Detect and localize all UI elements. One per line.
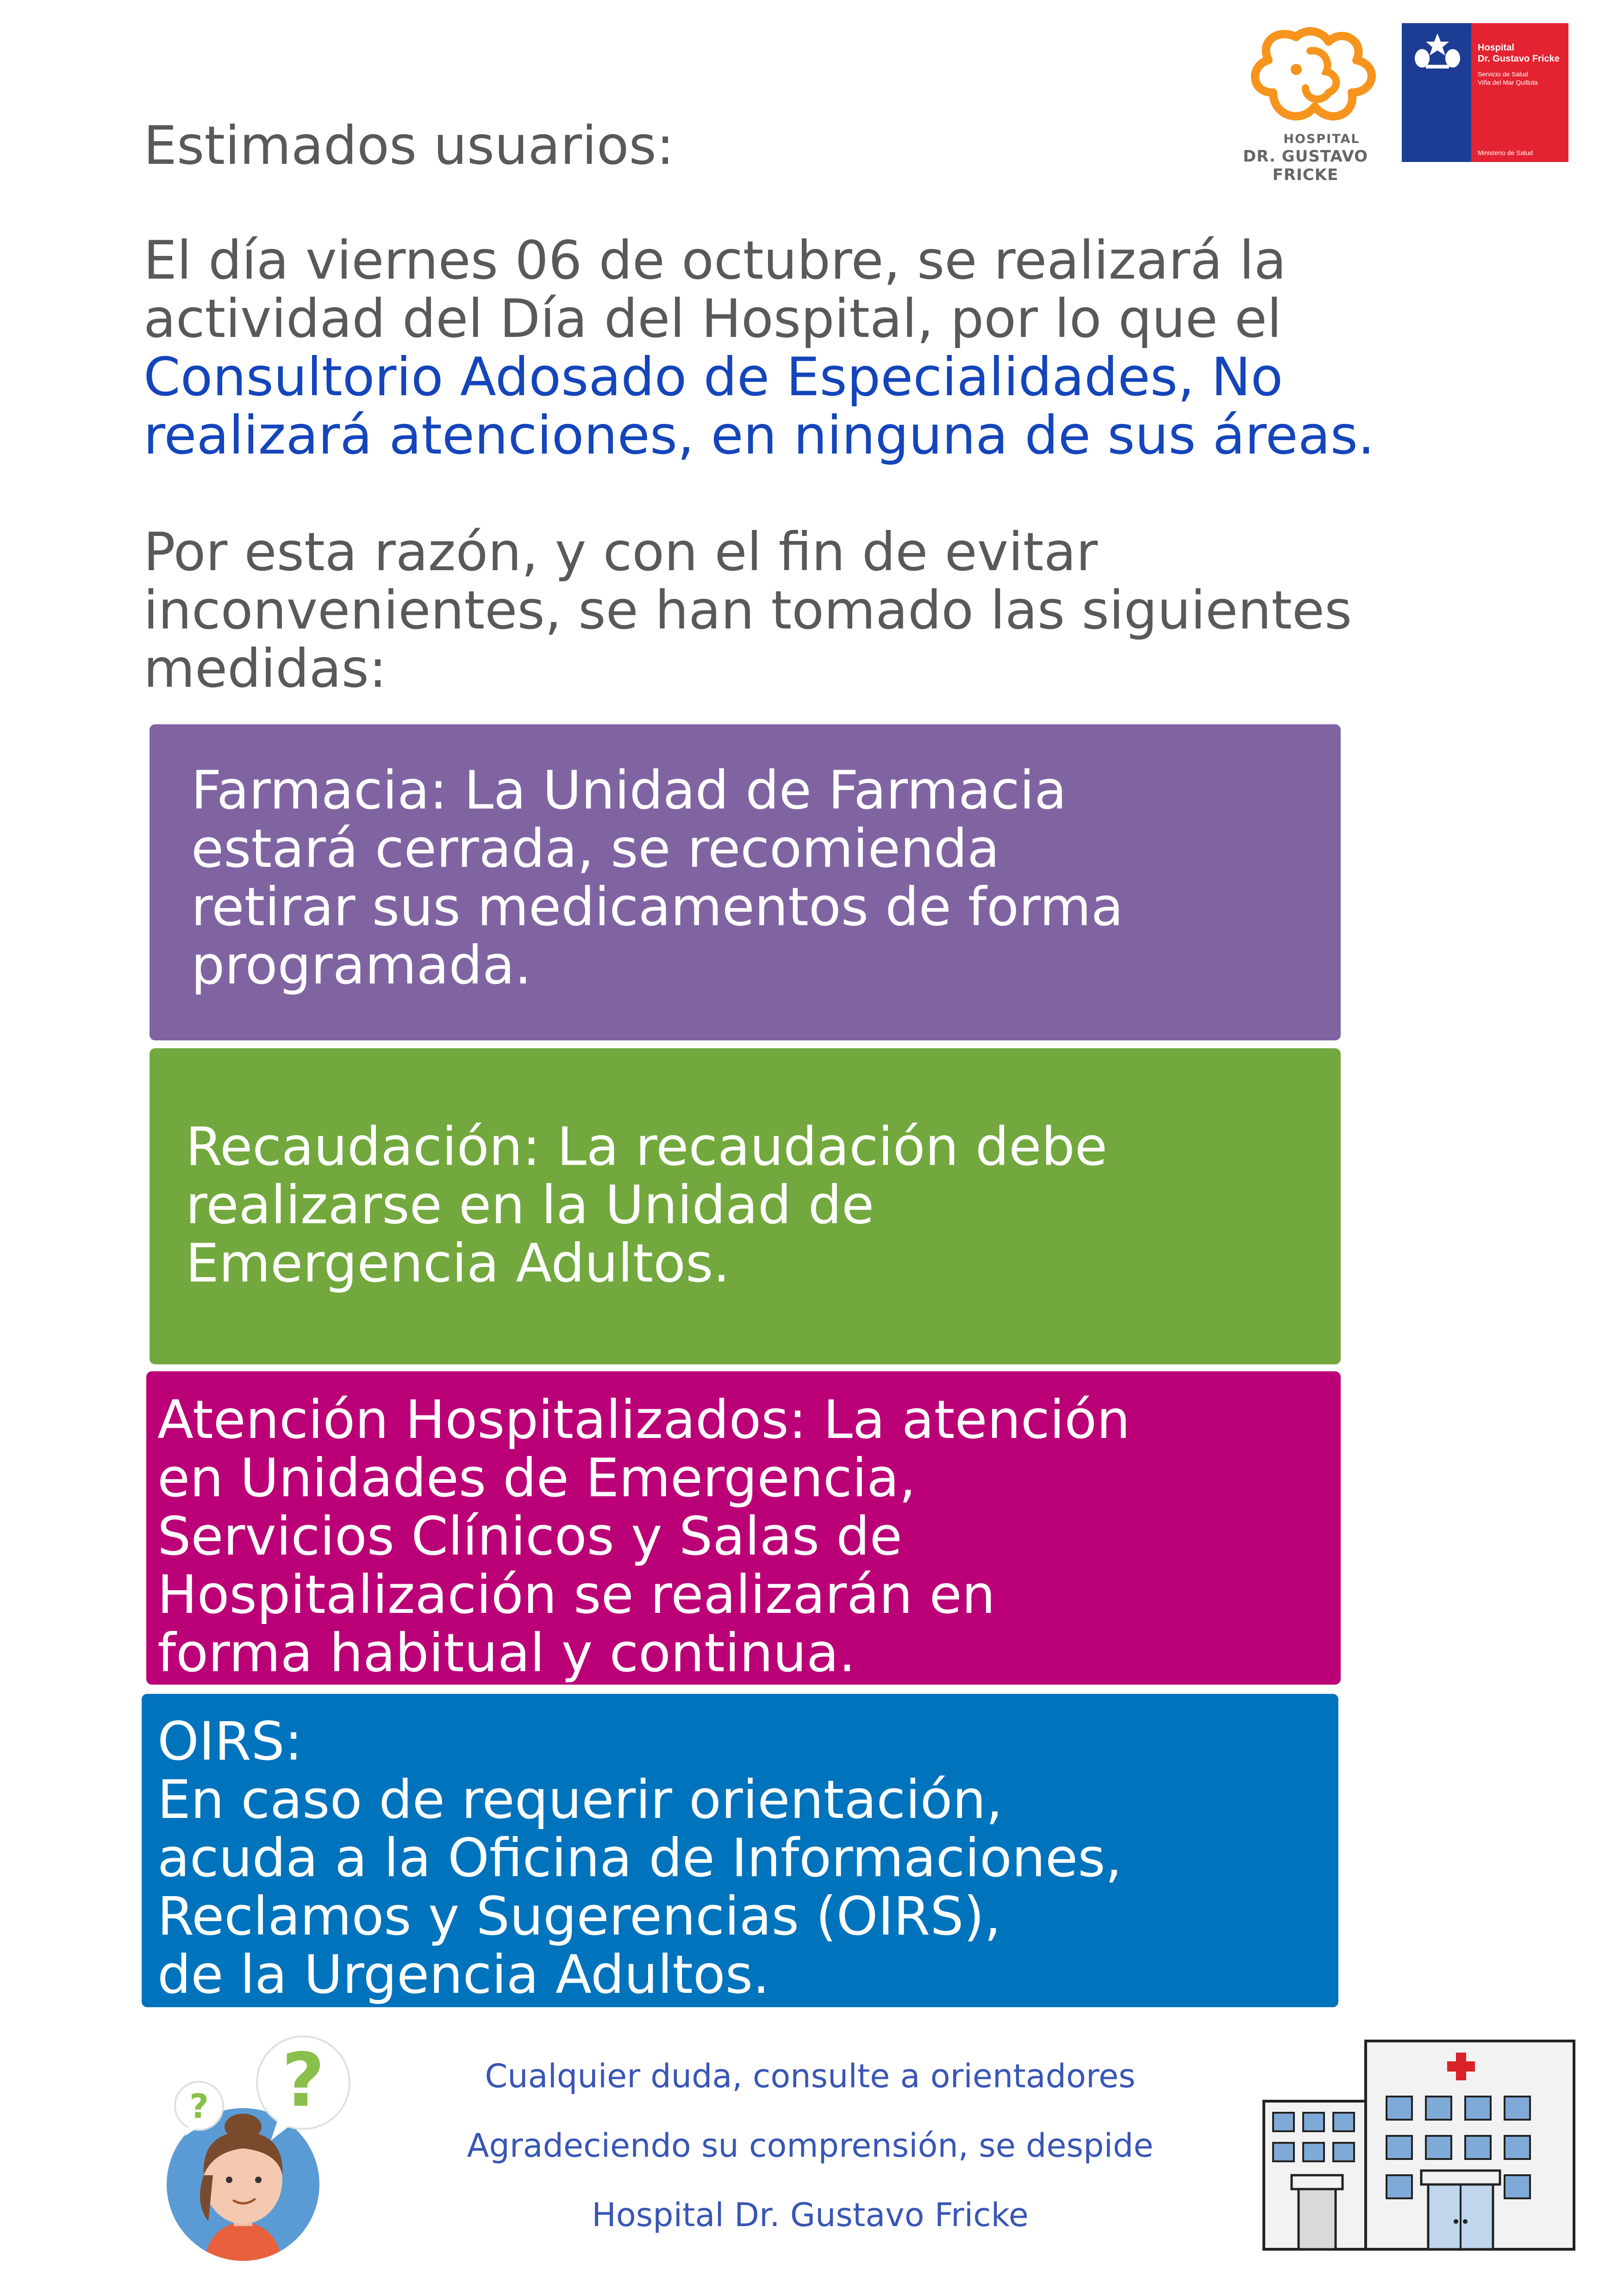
oirs-line4: de la Urgencia Adultos. [157,1944,770,2005]
atencion-hospitalizados-box [146,1371,1341,1685]
recaudacion-line1: La recaudación debe [540,1116,1107,1177]
fricke-logo-line1: HOSPITAL [1283,132,1360,146]
measures-line1: Por esta razón, y con el fin de evitar [144,521,1098,583]
logo-service-label: Servicio de Salud [1478,70,1528,78]
atencion-line3: Servicios Clínicos y Salas de [157,1506,902,1567]
fricke-logo-line2: DR. GUSTAVO FRICKE [1243,147,1368,184]
oirs-box [142,1694,1338,2007]
logo-service-name: Viña del Mar Quillota [1478,79,1538,86]
intro-paragraph [144,231,1374,465]
footer-line2: Agradeciendo su comprensión, se despide [467,2127,1154,2165]
recaudacion-line2: realizarse en la Unidad de [186,1174,874,1236]
confused-person-icon [139,2027,370,2268]
atencion-line5: forma habitual y continua. [157,1622,856,1684]
measures-line3: medidas: [144,638,387,699]
farmacia-line1: La Unidad de Farmacia [447,759,1067,821]
recaudacion-line3: Emergencia Adultos. [186,1232,730,1294]
fricke-logo-icon [1241,19,1403,139]
confused-person-illustration [139,2027,370,2268]
big-question-mark: ? [281,2037,325,2123]
measures-line2: inconvenientes, se han tomado las siguientes [144,579,1352,641]
logo-ministry-label: Ministerio de Salud [1478,149,1533,156]
oirs-title: OIRS: [157,1711,303,1772]
farmacia-box [150,724,1341,1040]
measures-intro [144,523,1352,698]
small-question-mark: ? [189,2087,209,2126]
atencion-line4: Hospitalización se realizarán en [157,1564,995,1625]
intro-line1: El día viernes 06 de octubre, se realizará la [144,230,1287,291]
atencion-line2: en Unidades de Emergencia, [157,1447,916,1509]
hospital-building-illustration [1259,2032,1583,2254]
oirs-line1: En caso de requerir orientación, [157,1769,1003,1830]
intro-highlight2: realizará atenciones, en ninguna de sus áreas. [144,404,1375,466]
farmacia-title: Farmacia: [191,759,448,821]
greeting: Estimados usuarios: [144,115,675,176]
intro-line2: actividad del Día del Hospital, por lo que el [144,288,1282,349]
farmacia-line4: programada. [191,934,531,996]
recaudacion-box [150,1048,1341,1364]
intro-highlight1: Consultorio Adosado de Especialidades, No [144,346,1283,408]
footer-line1: Cualquier duda, consulte a orientadores [485,2057,1136,2095]
atencion-title: Atención Hospitalizados: [157,1389,807,1450]
footer-line3: Hospital Dr. Gustavo Fricke [592,2196,1029,2234]
oirs-line3: Reclamos y Sugerencias (OIRS), [157,1885,1001,1947]
oirs-line2: acuda a la Oficina de Informaciones, [157,1827,1122,1889]
logo-hospital-name: Dr. Gustavo Fricke [1478,54,1560,64]
atencion-line1: La atención [806,1389,1131,1450]
chile-crest-icon [1412,30,1463,72]
logo-hospital-label: Hospital [1478,43,1514,53]
farmacia-line3: retirar sus medicamentos de forma [191,876,1124,938]
recaudacion-title: Recaudación: [186,1116,540,1177]
farmacia-line2: estará cerrada, se recomienda [191,818,1000,879]
ministerio-salud-logo [1402,23,1568,162]
hospital-building-icon [1259,2032,1583,2254]
